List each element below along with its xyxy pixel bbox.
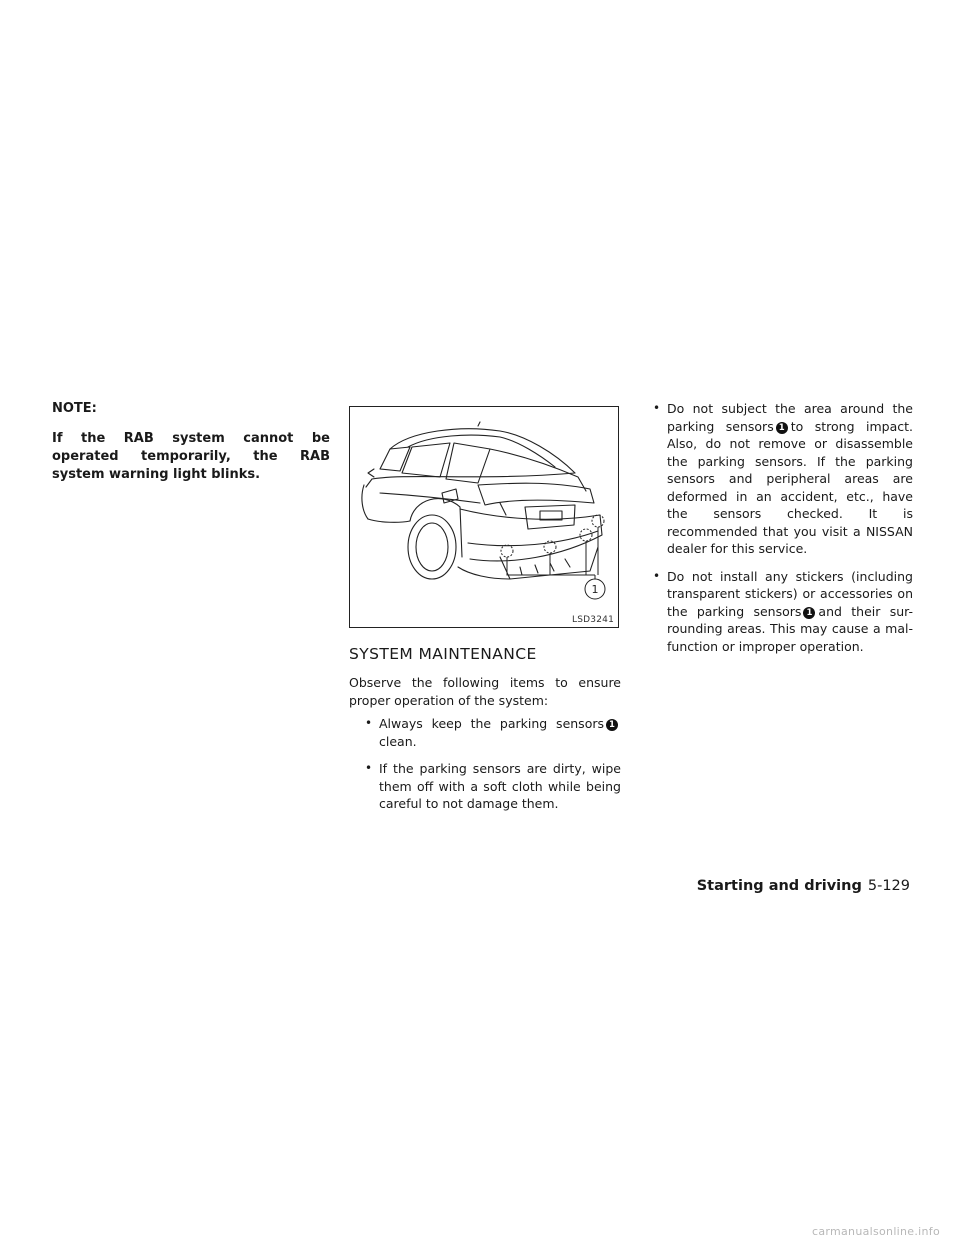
page-footer	[697, 876, 910, 896]
list-item: • Always keep the parking sensors 1 clean.	[357, 715, 621, 750]
list-item: • Do not subject the area around the parking sensors 1 to strong impact. Also, do not remove or disassemble the parking sensors. If the parking sensors and peripheral areas are deformed in an accident, etc., have the sensors checked. It is recommended that you visit a NISSAN dealer for this service.	[653, 401, 913, 556]
maintenance-list	[357, 715, 621, 813]
bullet-icon: •	[365, 716, 373, 730]
list-item: • Do not install any stickers (including transparent stickers) or accessories on the parking sensors 1 and their sur-rounding areas. This may cause a mal-function or improper operation.	[653, 568, 914, 654]
note-body: If the RAB system cannot be operated temporarily, the RAB system warning light blinks.	[52, 431, 330, 482]
bullet-icon: •	[365, 761, 373, 775]
parking-sensor-figure	[349, 406, 619, 628]
figure-id: LSD3241	[572, 615, 614, 625]
callout-icon: 1	[606, 719, 618, 731]
maintenance-column	[349, 400, 621, 823]
list-item: • If the parking sensors are dirty, wipe them off with a soft cloth while being careful to not damage them.	[365, 761, 621, 811]
precautions-column	[645, 400, 913, 665]
callout-icon: 1	[803, 607, 815, 619]
bullet-icon: •	[653, 568, 661, 583]
note-label: NOTE:	[52, 401, 97, 416]
page-number: 5-129	[867, 878, 910, 894]
section-title: SYSTEM MAINTENANCE	[349, 645, 537, 663]
callout-number: 1	[591, 583, 599, 596]
maintenance-intro: Observe the following items to ensure proper operation of the system:	[349, 675, 621, 708]
precautions-list	[645, 400, 913, 655]
bullet-icon: •	[653, 401, 661, 415]
car-rear-illustration	[350, 407, 618, 627]
note-column	[52, 400, 330, 484]
callout-icon: 1	[776, 422, 788, 434]
watermark: carmanualsonline.info	[811, 1225, 940, 1238]
footer-section: Starting and driving	[696, 878, 862, 894]
